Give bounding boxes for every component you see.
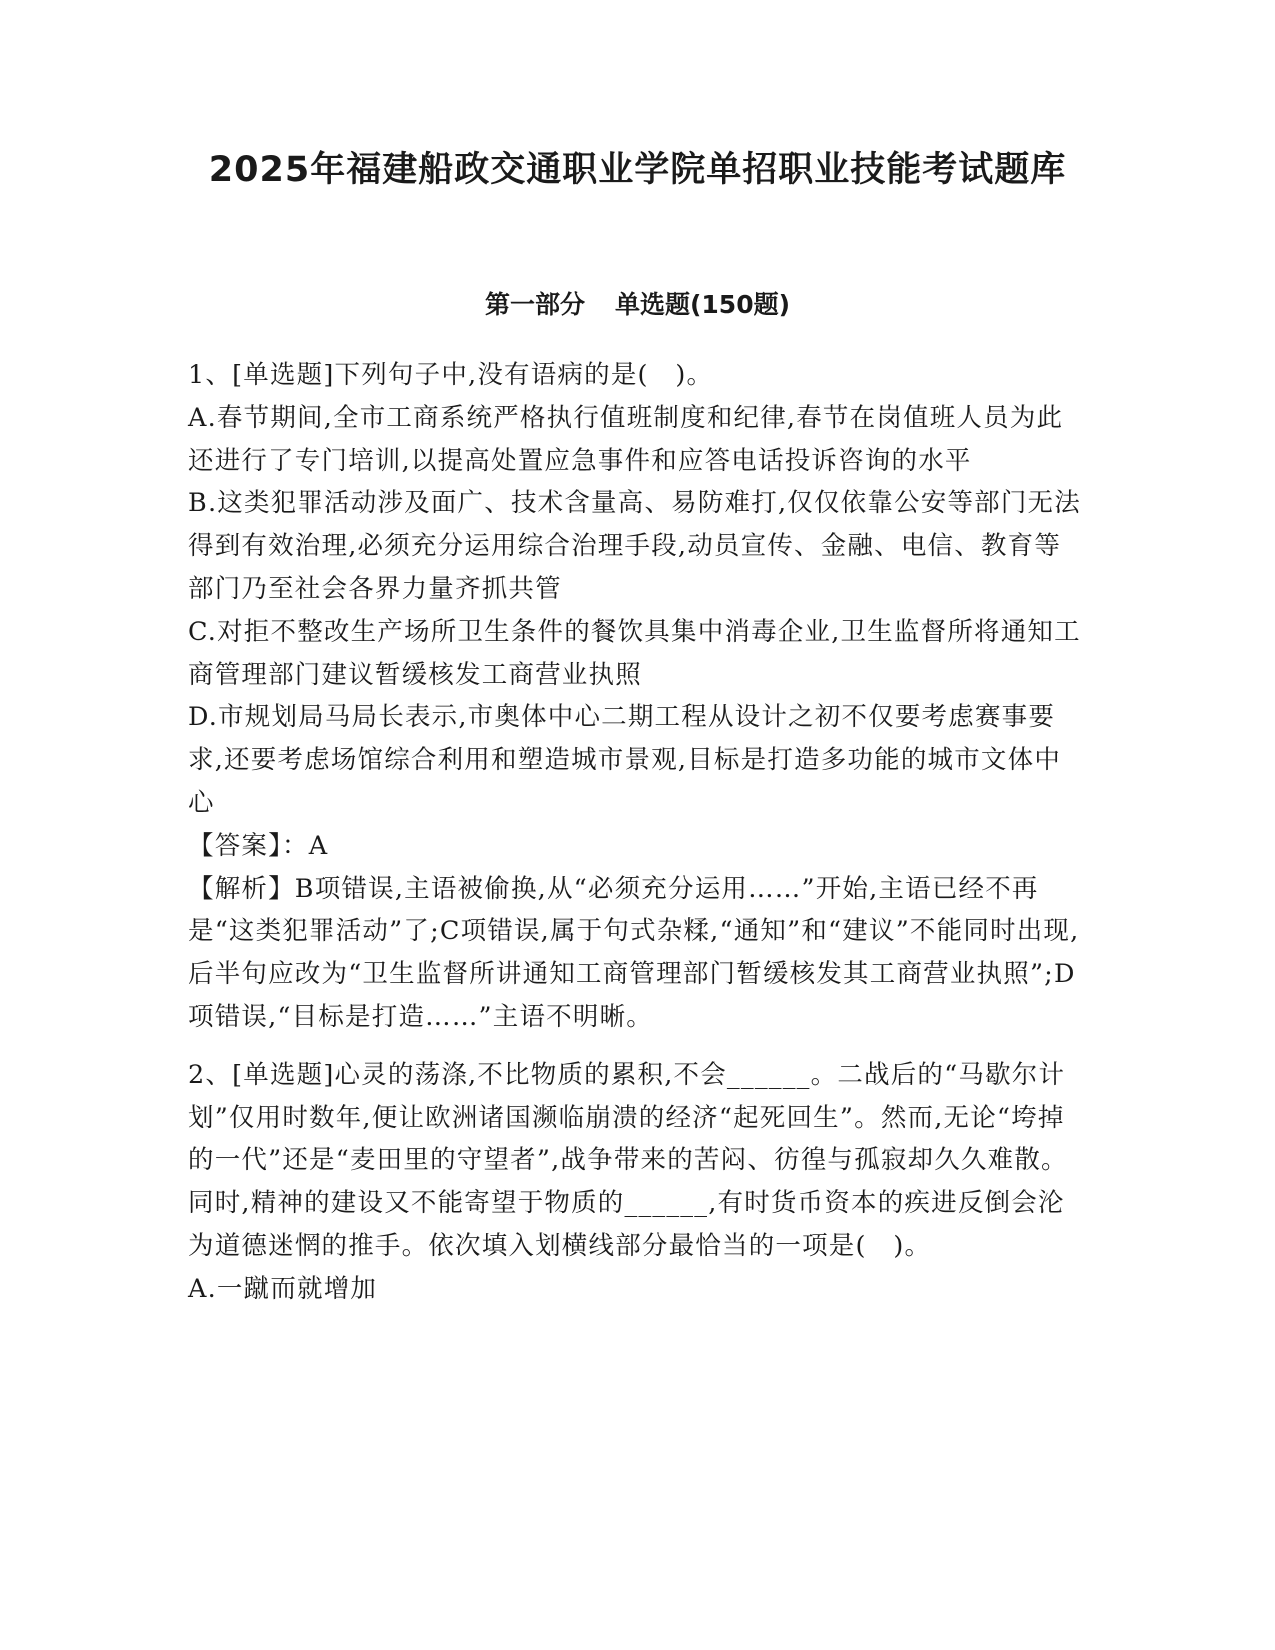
question-1 (188, 354, 1082, 1039)
question-list (188, 354, 1082, 1311)
option-d: D.市规划局马局长表示,市奥体中心二期工程从设计之初不仅要考虑赛事要求,还要考虑场馆综合利用和塑造城市景观,目标是打造多功能的城市文体中心 (188, 702, 1062, 818)
question-2 (188, 1054, 1082, 1311)
question-stem: 2、[单选题]心灵的荡涤,不比物质的累积,不会______。二战后的“马歇尔计划”仅用时数年,便让欧洲诸国濒临崩溃的经济“起死回生”。然而,无论“垮掉的一代”还是“麦田里的守望者”,战争带来的苦闷、彷徨与孤寂却久久难散。同时,精神的建设又不能寄望于物质的______,有时货币资本的疾进反倒会沦为道德迷惘的推手。依次填入划横线部分最恰当的一项是( )。 (188, 1059, 1068, 1261)
answer: 【答案】：A (188, 830, 329, 861)
document-title: 2025年福建船政交通职业学院单招职业技能考试题库 (208, 150, 1067, 190)
option-a: A.春节期间,全市工商系统严格执行值班制度和纪律,春节在岗值班人员为此还进行了专门培训,以提高处置应急事件和应答电话投诉咨询的水平 (188, 402, 1064, 476)
option-b: B.这类犯罪活动涉及面广、技术含量高、易防难打,仅仅依靠公安等部门无法得到有效治理,必须充分运用综合治理手段,动员宣传、金融、电信、教育等部门乃至社会各界力量齐抓共管 (188, 488, 1081, 604)
analysis: 【解析】B项错误,主语被偷换,从“必须充分运用……”开始,主语已经不再是“这类犯罪活动”了;C项错误,属于句式杂糅,“通知”和“建议”不能同时出现,后半句应改为“卫生监督所讲通知工商管理部门暂缓核发其工商营业执照”;D项错误,“目标是打造……”主语不明晰。 (188, 873, 1080, 1032)
section-title (0, 289, 1275, 321)
question-stem: 1、[单选题]下列句子中,没有语病的是( )。 (188, 360, 714, 390)
section-name: 单选题(150题) (614, 290, 791, 319)
section-part: 第一部分 (484, 290, 585, 319)
option-a: A.一蹴而就增加 (188, 1273, 378, 1304)
option-c: C.对拒不整改生产场所卫生条件的餐饮具集中消毒企业,卫生监督所将通知工商管理部门建议暂缓核发工商营业执照 (188, 616, 1081, 690)
